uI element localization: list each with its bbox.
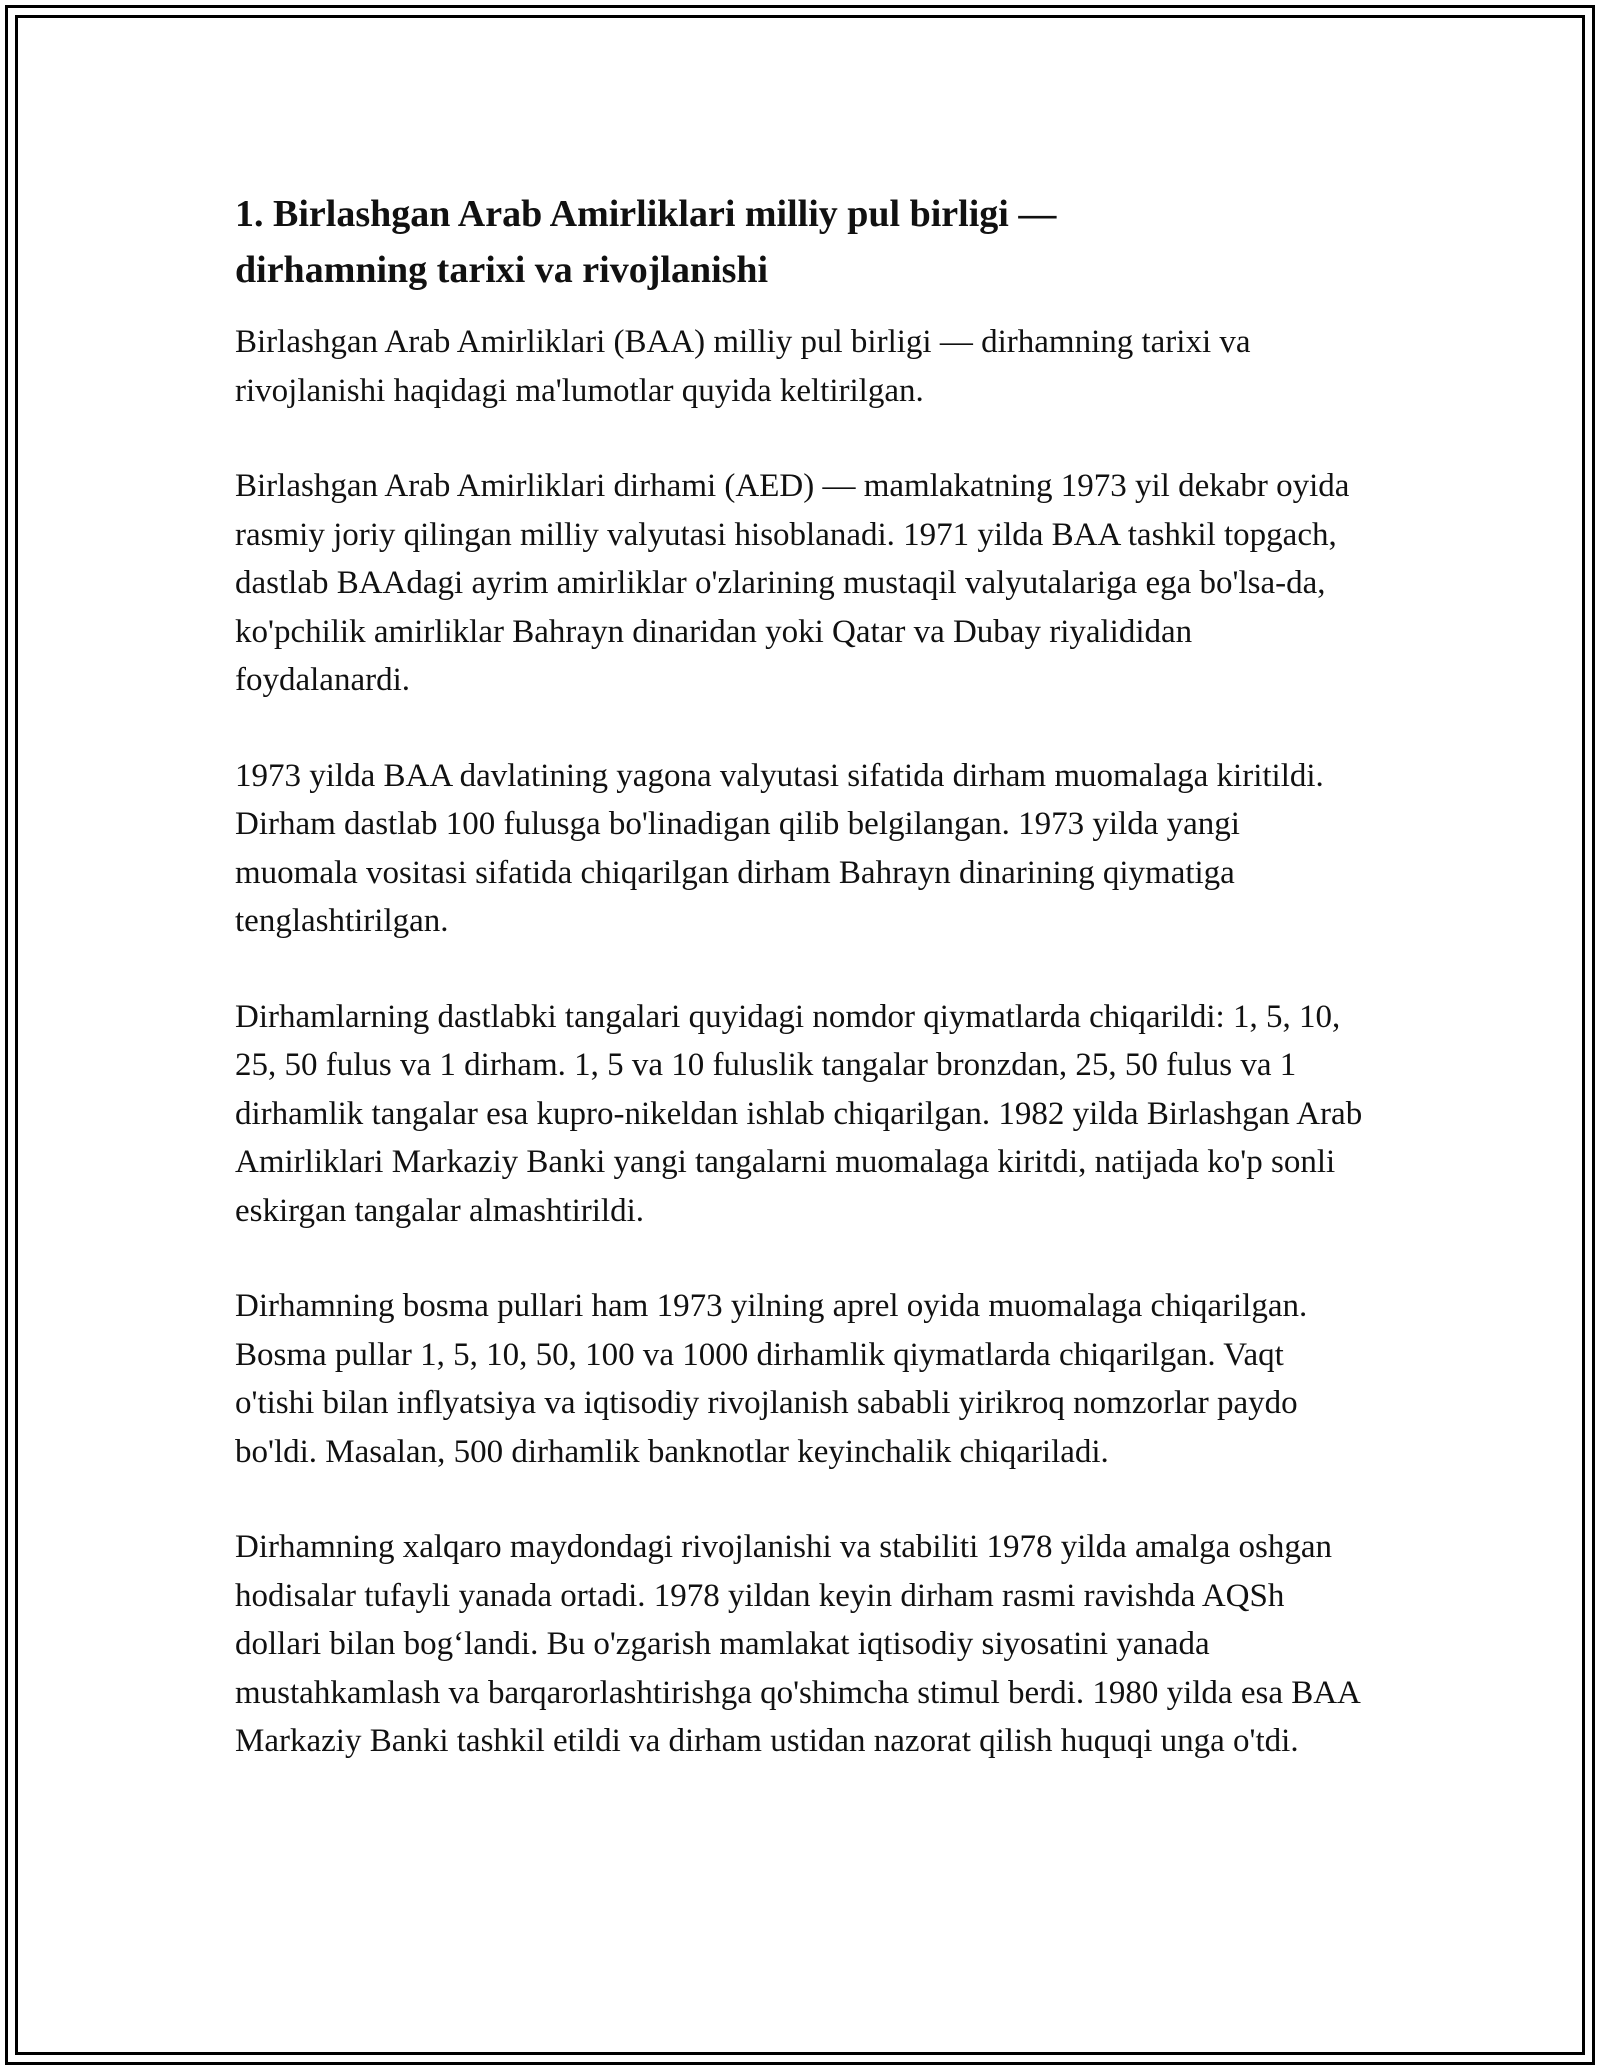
paragraph-international: Dirhamning xalqaro maydondagi rivojlanishi va stabiliti 1978 yilda amalga oshgan hodisalar tufayli yanada ortadi. 1978 yildan keyin dirham rasmi ravishda AQSh dollari bilan bog‘landi. Bu o'zgarish mamlakat iqtisodiy siyosatini yanada mustahkamlash va barqarorlashtirishga qo'shimcha stimul berdi. 1980 yilda esa BAA Markaziy Banki tashkil etildi va dirham ustidan nazorat qilish huquqi unga o'tdi. bbox=[235, 1529, 1360, 1759]
section-heading: 1. Birlashgan Arab Amirliklari milliy pul birligi — dirhamning tarixi va rivojlanishi bbox=[235, 193, 1057, 291]
paragraph-coins: Dirhamlarning dastlabki tangalari quyidagi nomdor qiymatlarda chiqarildi: 1, 5, 10, 25, 50 fulus va 1 dirham. 1, 5 va 10 fuluslik tangalar bronzdan, 25, 50 fulus va 1 dirhamlik tangalar esa kupro-nikeldan ishlab chiqarilgan. 1982 yilda Birlashgan Arab Amirliklari Markaziy Banki yangi tangalarni muomalaga kiritdi, natijada ko'p sonli eskirgan tangalar almashtirildi. bbox=[235, 998, 1363, 1229]
paragraph-1973-introduction: 1973 yilda BAA davlatining yagona valyutasi sifatida dirham muomalaga kiritildi. Dirham dastlab 100 fulusga bo'linadigan qilib belgilangan. 1973 yilda yangi muomala vositasi sifatida chiqarilgan dirham Bahrayn dinarining qiymatiga tenglashtirilgan. bbox=[235, 757, 1324, 939]
paragraph-aed-overview: Birlashgan Arab Amirliklari dirhami (AED) — mamlakatning 1973 yil dekabr oyida rasmiy joriy qilingan milliy valyutasi hisoblanadi. 1971 yilda BAA tashkil topgach, dastlab BAAdagi ayrim amirliklar o'zlarining mustaqil valyutalariga ega bo'lsa-da, ko'pchilik amirliklar Bahrayn dinaridan yoki Qatar va Dubay riyalididan foydalanardi. bbox=[235, 468, 1350, 698]
paragraph-banknotes: Dirhamning bosma pullari ham 1973 yilning aprel oyida muomalaga chiqarilgan. Bosma pullar 1, 5, 10, 50, 100 va 1000 dirhamlik qiymatlarda chiqarilgan. Vaqt o'tishi bilan inflyatsiya va iqtisodiy rivojlanish sababli yirikroq nomzorlar paydo bo'ldi. Masalan, 500 dirhamlik banknotlar keyinchalik chiqariladi. bbox=[235, 1288, 1308, 1470]
document-body bbox=[235, 186, 1365, 1813]
paragraph-intro: Birlashgan Arab Amirliklari (BAA) milliy pul birligi — dirhamning tarixi va rivojlanishi haqidagi ma'lumotlar quyida keltirilgan. bbox=[235, 324, 1251, 409]
